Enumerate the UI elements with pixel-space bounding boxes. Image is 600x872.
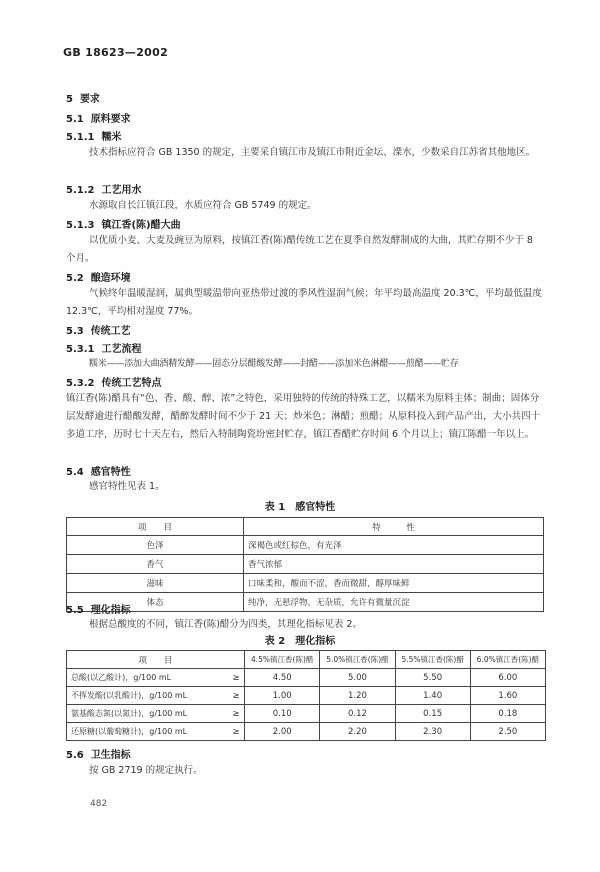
section-title: 酿造环境 xyxy=(90,273,131,284)
table-row xyxy=(67,687,546,705)
table-cell: ≥ xyxy=(228,669,245,687)
table-cell: 滋味 xyxy=(67,574,244,593)
table-header-cell: 项 目 xyxy=(67,651,245,669)
section-title: 感官特性 xyxy=(90,467,131,478)
table-header-cell: 项 目 xyxy=(67,518,244,536)
section-title: 传统工艺 xyxy=(90,326,131,337)
table-cell: ≥ xyxy=(228,705,245,723)
table-cell: 1.20 xyxy=(320,687,395,705)
table-row xyxy=(67,705,546,723)
section-number: 5.4 xyxy=(66,467,84,478)
table-cell: 1.40 xyxy=(395,687,470,705)
section-title: 要求 xyxy=(79,94,100,105)
section-5-3-2-body: 镇江香(陈)醋具有“色、香、酸、醇、浓”之特色，采用独特的传统的特殊工艺，以糯米为原料主体；制曲；固体分层发酵逾进行醋酸发酵，醋醉发酵时间不少于 21 天；炒米色；淋醋；煎醋；从原料投入到产品产出，大小共四十多道工序，历时七十天左右，然后入特制陶瓷坋密封贮存，镇江香醋贮存时间 6 个月以上；镇江陈醋一年以上。 xyxy=(66,393,541,440)
table-row xyxy=(67,669,546,687)
table-header-cell: 4.5%镇江香(陈)醋 xyxy=(245,651,320,669)
table-cell: 氨基酸态氮(以氮计)，g/100 mL xyxy=(67,705,229,723)
section-5-1-2-heading xyxy=(66,181,141,196)
section-title: 镇江香(陈)醋大曲 xyxy=(101,220,181,231)
section-number: 5.3.2 xyxy=(66,378,95,389)
section-5-1-3-heading xyxy=(66,216,181,231)
table-cell: 口味柔和，酸而不涩，香而微甜，醇厚味鲜 xyxy=(244,574,544,593)
section-5-2-heading xyxy=(66,269,131,284)
table-row xyxy=(67,593,544,612)
section-5-6-body: 按 GB 2719 的规定执行。 xyxy=(89,765,203,776)
section-5-3-1-heading xyxy=(66,340,141,355)
table-1-caption: 表 1 感官特性 xyxy=(264,502,336,513)
table-header-row xyxy=(67,651,546,669)
table-cell: ≥ xyxy=(228,687,245,705)
table-cell: 深褐色或红棕色，有光泽 xyxy=(244,536,544,555)
table-cell: 2.20 xyxy=(320,723,395,741)
table-cell: 0.12 xyxy=(320,705,395,723)
table-2-caption: 表 2 理化指标 xyxy=(264,636,336,647)
table-cell: 纯净，无悬浮物，无杂质，允许有微量沉淀 xyxy=(244,593,544,612)
table-cell: 不挥发酸(以乳酸计)，g/100 mL xyxy=(67,687,229,705)
table-cell: 2.30 xyxy=(395,723,470,741)
section-number: 5.1.3 xyxy=(66,220,95,231)
table-cell: 5.50 xyxy=(395,669,470,687)
table-row xyxy=(67,723,546,741)
section-title: 理化指标 xyxy=(90,605,131,616)
section-5-1-2-body: 水源取自长江镇江段，水质应符合 GB 5749 的规定。 xyxy=(89,200,317,211)
table-cell: 2.50 xyxy=(470,723,545,741)
section-number: 5.5 xyxy=(66,605,84,616)
section-number: 5.1.2 xyxy=(66,185,95,196)
section-5-1-1-heading xyxy=(66,128,121,143)
section-title: 糯米 xyxy=(101,132,122,143)
table-cell: 香气 xyxy=(67,555,244,574)
standard-number: GB 18623—2002 xyxy=(63,46,169,59)
table-cell: 0.10 xyxy=(245,705,320,723)
section-5-1-1-body: 技术指标应符合 GB 1350 的规定，主要采自镇江市及镇江市附近金坛、溧水，少数采自江苏省其他地区。 xyxy=(89,147,536,158)
table-cell: 2.00 xyxy=(245,723,320,741)
section-5-4-body: 感官特性见表 1。 xyxy=(89,481,165,492)
table-1-sensory xyxy=(66,517,544,612)
section-5-3-2-heading xyxy=(66,374,161,389)
section-5-6-heading xyxy=(66,746,131,761)
table-cell: 色泽 xyxy=(67,536,244,555)
section-5-5-heading xyxy=(66,601,131,616)
section-title: 卫生指标 xyxy=(90,750,131,761)
table-header-cell: 6.0%镇江香(陈)醋 xyxy=(470,651,545,669)
section-number: 5.6 xyxy=(66,750,84,761)
table-cell: 1.60 xyxy=(470,687,545,705)
section-5-3-1-process-flow: 糯米——添加大曲酒精发酵——固态分层醋酸发酵——封醋——添加米色淋醋——煎醋——贮存 xyxy=(89,359,459,369)
table-cell: 0.15 xyxy=(395,705,470,723)
section-5-2-body: 气候终年温暖湿润，属典型暖温带向亚热带过渡的季风性湿润气候；年平均最高温度 20.3℃，平均最低温度 12.3℃，平均相对湿度 77%。 xyxy=(66,288,542,317)
table-cell: 5.00 xyxy=(320,669,395,687)
section-title: 传统工艺特点 xyxy=(101,378,162,389)
section-number: 5.1.1 xyxy=(66,132,95,143)
table-2-physicochemical xyxy=(66,650,546,741)
section-title: 原料要求 xyxy=(90,114,131,125)
table-cell: 还原糖(以葡萄糖计)，g/100 mL xyxy=(67,723,229,741)
section-number: 5.3.1 xyxy=(66,344,95,355)
section-5-1-3-body: 以优质小麦、大麦及豌豆为原料，按镇江香(陈)醋传统工艺在夏季自然发酵制成的大曲，其贮存期不少于 8 个月。 xyxy=(66,235,533,264)
page-number: 482 xyxy=(90,799,108,809)
table-cell: ≥ xyxy=(228,723,245,741)
section-number: 5.1 xyxy=(66,114,84,125)
section-number: 5.2 xyxy=(66,273,84,284)
section-5-5-body: 根据总酸度的不同，镇江香(陈)醋分为四类，其理化指标见表 2。 xyxy=(89,619,362,630)
table-header-cell: 5.5%镇江香(陈)醋 xyxy=(395,651,470,669)
table-row xyxy=(67,536,544,555)
table-row xyxy=(67,574,544,593)
table-cell: 总酸(以乙酸计)，g/100 mL xyxy=(67,669,229,687)
table-cell: 体态 xyxy=(67,593,244,612)
table-cell: 1.00 xyxy=(245,687,320,705)
table-cell: 0.18 xyxy=(470,705,545,723)
table-cell: 4.50 xyxy=(245,669,320,687)
section-title: 工艺流程 xyxy=(101,344,142,355)
section-5-1-heading xyxy=(66,110,131,125)
section-number: 5.3 xyxy=(66,326,84,337)
section-title: 工艺用水 xyxy=(101,185,142,196)
table-row xyxy=(67,555,544,574)
section-5-heading xyxy=(66,90,100,105)
table-cell: 香气浓郁 xyxy=(244,555,544,574)
table-header-cell: 特 性 xyxy=(244,518,544,536)
table-header-cell: 5.0%镇江香(陈)醋 xyxy=(320,651,395,669)
table-cell: 6.00 xyxy=(470,669,545,687)
section-number: 5 xyxy=(66,94,73,105)
section-5-4-heading xyxy=(66,463,131,478)
table-header-row xyxy=(67,518,544,536)
section-5-3-heading xyxy=(66,322,131,337)
